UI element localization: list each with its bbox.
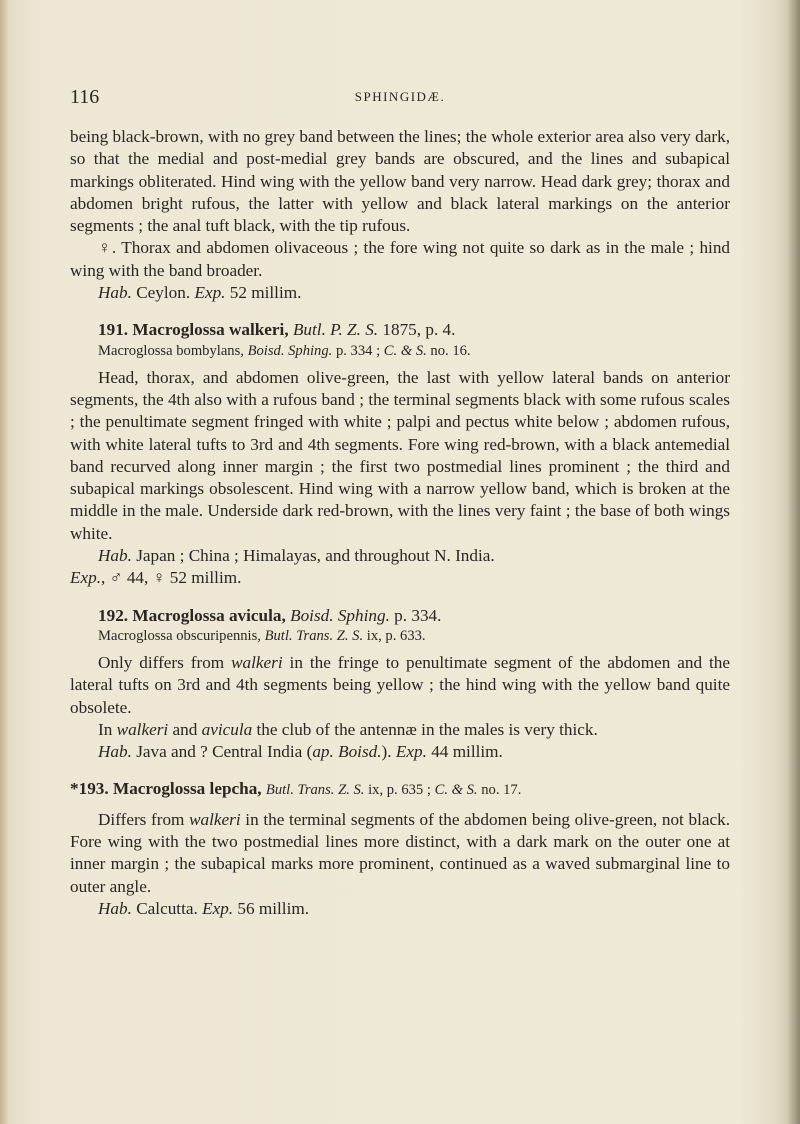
entry-191-expanse: Exp., ♂ 44, ♀ 52 millim. — [70, 568, 242, 588]
intro-paragraph-male: being black-brown, with no grey band between the lines; the whole exterior area also very dark, so that the medial and post-medial grey bands are obscured, and the lines and subapical markings obliterated. Hind wing with the yellow band very narrow. Head dark grey; thorax and abdomen bright rufous, the latter with yellow and black lateral markings on the anterior segments ; the anal tuft black, with the tip rufous. — [70, 127, 730, 236]
species-name: Macroglossa avicula, — [132, 605, 286, 625]
entry-192-habitat: Hab. Java and ? Central India (ap. Boisd.). Exp. 44 millim. — [98, 742, 503, 762]
entry-192-note: In walkeri and avicula the club of the antennæ in the males is very thick. — [98, 719, 598, 739]
entry-191-habitat: Hab. Japan ; China ; Himalayas, and throughout N. India. — [98, 546, 495, 566]
entry-193-title: *193. Macroglossa lepcha, Butl. Trans. Z. S. ix, p. 635 ; C. & S. no. 17. — [70, 779, 522, 799]
female-symbol: ♀. — [98, 238, 117, 258]
entry-193-habitat: Hab. Calcutta. Exp. 56 millim. — [98, 898, 310, 918]
entry-192-synonym: Macroglossa obscuripennis, Butl. Trans. Z. S. ix, p. 633. — [98, 627, 426, 644]
entry-192-description: Only differs from walkeri in the fringe to penultimate segment of the abdomen and the lateral tufts on 3rd and 4th segments being yellow ; the hind wing with the yellow band quite obsolete. — [70, 652, 730, 717]
page-right-edge — [788, 0, 800, 1124]
page-header — [70, 86, 730, 110]
entry-191-description: Head, thorax, and abdomen olive-green, the last with yellow lateral bands on anterior segments, the 4th also with a rufous band ; the terminal segments black with some rufous scales ; the penultimate segment fringed with white ; palpi and pectus white below ; abdomen rufous, with white lateral tufts to 3rd and 4th segments. Fore wing red-brown, with a black antemedial band recurved along inner margin ; the first two postmedial lines prominent ; the third and subapical markings obsolescent. Hind wing with a narrow yellow band, which is broken at the middle in the male. Underside dark red-brown, with the lines very faint ; the base of both wings white. — [70, 367, 730, 543]
entry-193-description: Differs from walkeri in the terminal segments of the abdomen being olive-green, not black. Fore wing with the two postmedial lines more distinct, with a dark mark on the outer one at inner margin ; the subapical marks more prominent, continued as a waved submarginal line to outer angle. — [70, 809, 731, 896]
species-name: Macroglossa lepcha, — [112, 779, 262, 799]
intro-habitat: Hab. Ceylon. Exp. 52 millim. — [98, 283, 302, 303]
page-number: 116 — [70, 86, 100, 108]
entry-192-title: 192. Macroglossa avicula, Boisd. Sphing. p. 334. — [98, 605, 442, 625]
running-title: SPHINGIDÆ. — [354, 89, 446, 104]
entry-191-synonym: Macroglossa bombylans, Boisd. Sphing. p. 334 ; C. & S. no. 16. — [98, 342, 471, 359]
intro-paragraph-female: ♀. Thorax and abdomen olivaceous ; the fore wing not quite so dark as in the male ; hind wing with the band broader. — [70, 238, 731, 280]
entry-191-title: 191. Macroglossa walkeri, Butl. P. Z. S. 1875, p. 4. — [98, 320, 456, 340]
page-body — [70, 126, 730, 920]
species-name: Macroglossa walkeri, — [132, 320, 289, 340]
page-left-edge — [0, 0, 8, 1124]
